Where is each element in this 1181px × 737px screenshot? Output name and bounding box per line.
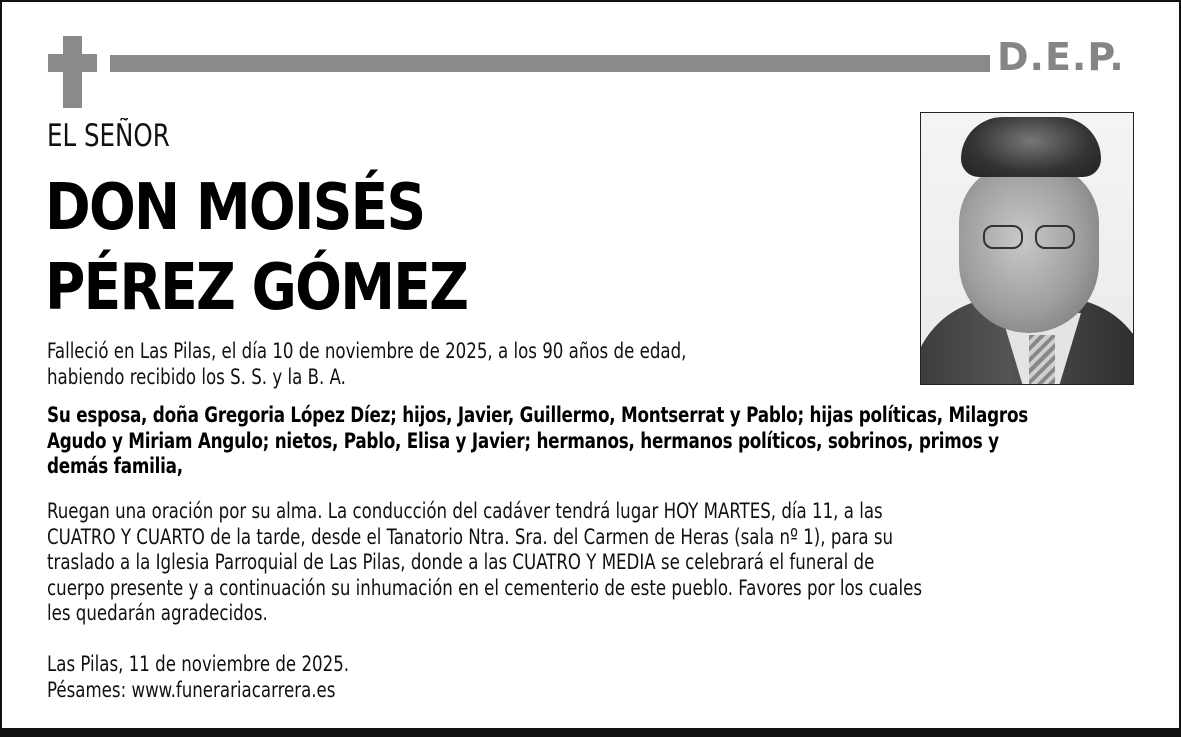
cross-horizontal-bar <box>48 54 97 72</box>
service-line: cuerpo presente y a continuación su inhumación en el cementerio de este pueblo. Favores por los cuales <box>47 575 923 601</box>
footer-paragraph <box>47 652 349 703</box>
honorific-title: EL SEÑOR <box>47 118 170 154</box>
photo-glasses <box>983 225 1079 247</box>
death-notice-paragraph <box>47 339 686 390</box>
service-line: Ruegan una oración por su alma. La conducción del cadáver tendrá lugar HOY MARTES, día 11, a las <box>47 499 883 524</box>
cross-vertical-bar <box>63 36 82 108</box>
service-line: les quedarán agradecidos. <box>47 601 268 626</box>
name-line-2: PÉREZ GÓMEZ <box>45 251 468 325</box>
death-line: Falleció en Las Pilas, el día 10 de noviembre de 2025, a los 90 años de edad, <box>47 339 687 364</box>
header-rule <box>110 55 990 72</box>
photo-tie <box>1029 335 1055 385</box>
dep-abbreviation: D.E.P. <box>997 35 1125 79</box>
name-line-1: DON MOISÉS <box>45 171 425 245</box>
service-paragraph <box>47 499 922 627</box>
portrait-photo <box>920 112 1134 385</box>
photo-hair <box>961 117 1101 177</box>
service-line: CUATRO Y CUARTO de la tarde, desde el Tanatorio Ntra. Sra. del Carmen de Heras (sala nº 1), para su <box>47 524 894 550</box>
photo-face <box>959 163 1099 333</box>
deceased-name <box>45 168 467 328</box>
bottom-border-bar <box>0 728 1181 737</box>
family-line: Su esposa, doña Gregoria López Díez; hijos, Javier, Guillermo, Montserrat y Pablo; hijas políticas, Milagros <box>47 403 1029 427</box>
service-line: traslado a la Iglesia Parroquial de Las Pilas, donde a las CUATRO Y MEDIA se celebrará el funeral de <box>47 550 875 575</box>
place-date: Las Pilas, 11 de noviembre de 2025. <box>47 652 350 677</box>
family-line: Agudo y Miriam Angulo; nietos, Pablo, Elisa y Javier; hermanos, hermanos políticos, sobrinos, primos y <box>47 428 999 453</box>
family-paragraph <box>47 403 1028 480</box>
condolences-link[interactable]: Pésames: www.funerariacarrera.es <box>47 677 336 703</box>
death-line: habiendo recibido los S. S. y la B. A. <box>47 364 346 390</box>
family-line: demás familia, <box>47 454 183 478</box>
